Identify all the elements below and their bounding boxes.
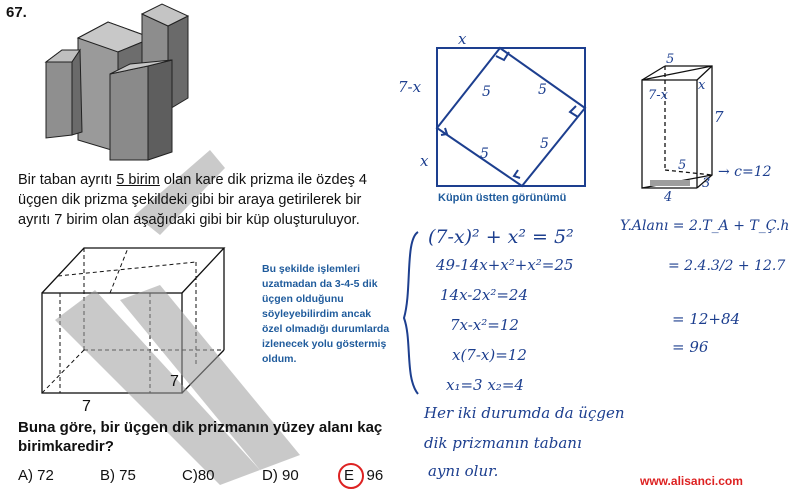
problem-line-3: ayrıtı 7 birim olan aşağıdaki gibi bir küp oluşturuluyor. <box>18 212 360 228</box>
area-formula: Y.Alanı = 2.T_A + T_Ç.h <box>620 218 790 234</box>
solution-eq-5: x(7-x)=12 <box>452 346 527 364</box>
solution-eq-1: (7-x)² + x² = 5² <box>428 226 574 248</box>
area-step-1: = 2.4.3/2 + 12.7 <box>668 258 786 274</box>
area-step-2: = 12+84 <box>672 310 741 328</box>
problem-line-2: üçgen dik prizma şekildeki gibi bir araya getirilerek bir <box>18 192 362 208</box>
solution-brace <box>404 232 418 394</box>
prism-label-3: 3 <box>702 176 711 191</box>
topview-side-label-3: 5 <box>480 146 489 162</box>
solution-eq-3: 14x-2x²=24 <box>440 286 529 304</box>
note-line-1: Bu şekilde işlemleri <box>262 263 361 275</box>
solution-eq-6: x₁=3 x₂=4 <box>446 376 524 394</box>
option-c[interactable] <box>182 467 215 484</box>
problem-underlined: 5 birim <box>116 172 160 188</box>
option-b[interactable] <box>100 467 136 484</box>
topview-side-label-4: 5 <box>540 136 549 152</box>
prism-label-5-top: 5 <box>666 52 675 67</box>
option-a-letter: A) <box>18 467 33 484</box>
cube-edge-bottom-label: 7 <box>82 398 91 415</box>
topview-caption: Küpün üstten görünümü <box>438 192 567 204</box>
top-view-figure <box>437 48 585 186</box>
solution-eq-2: 49-14x+x²+x²=25 <box>436 256 574 274</box>
option-b-letter: B) <box>100 467 115 484</box>
note-line-2: uzatmadan da 3-4-5 dik <box>262 278 378 290</box>
option-d-value: 90 <box>282 467 299 484</box>
option-d[interactable] <box>262 467 299 484</box>
option-c-letter: C) <box>182 467 198 484</box>
area-result: = 96 <box>672 338 709 356</box>
solution-eq-4: 7x-x²=12 <box>450 316 519 334</box>
prism-label-7-height: 7 <box>714 108 724 126</box>
prism-label-hypotenuse: → c=12 <box>718 164 772 180</box>
option-e[interactable] <box>344 467 383 484</box>
problem-line-1 <box>18 170 398 190</box>
question-number: 67. <box>6 4 27 21</box>
topview-label-x-left: x <box>420 152 429 170</box>
cube-edge-right-label: 7 <box>170 373 179 390</box>
option-a[interactable] <box>18 467 54 484</box>
comment-line-1: Her iki durumda da üçgen <box>424 404 625 422</box>
prism-label-7-x: 7-x <box>648 88 668 103</box>
problem-line-1-post: olan kare dik prizma ile özdeş 4 <box>159 172 367 188</box>
note-line-7: oldum. <box>262 353 297 365</box>
problem-line-1-pre: Bir taban ayrıtı <box>18 172 117 188</box>
topview-side-label-2: 5 <box>538 82 547 98</box>
question-line-2: birimkaredir? <box>18 438 114 455</box>
problem-text <box>18 170 398 230</box>
prism-label-x: x <box>698 78 706 93</box>
prism-label-5-bottom: 5 <box>678 158 687 173</box>
question-line-1: Buna göre, bir üçgen dik prizmanın yüzey alanı kaç <box>18 419 383 436</box>
option-b-value: 75 <box>119 467 136 484</box>
question-text <box>18 418 408 456</box>
note-line-5: özel olmadığı durumlarda <box>262 323 390 335</box>
topview-label-x-top: x <box>458 30 467 48</box>
website-url[interactable]: www.alisanci.com <box>640 474 743 488</box>
prisms-illustration <box>46 4 188 160</box>
prism-label-4: 4 <box>664 190 673 205</box>
comment-line-2: dik prizmanın tabanı <box>424 434 582 452</box>
note-line-3: üçgen olduğunu <box>262 293 344 305</box>
topview-side-label-1: 5 <box>482 84 491 100</box>
option-e-value: 96 <box>366 467 384 484</box>
note-line-6: izlenecek yolu göstermiş <box>262 338 387 350</box>
comment-line-3: aynı olur. <box>428 462 499 480</box>
option-d-letter: D) <box>262 467 278 484</box>
explanation-note <box>262 262 402 367</box>
note-line-4: söyleyebilirdim ancak <box>262 308 372 320</box>
option-a-value: 72 <box>37 467 54 484</box>
option-c-value: 80 <box>197 467 215 484</box>
option-e-letter: E <box>344 467 355 484</box>
topview-label-7-x: 7-x <box>398 78 422 96</box>
